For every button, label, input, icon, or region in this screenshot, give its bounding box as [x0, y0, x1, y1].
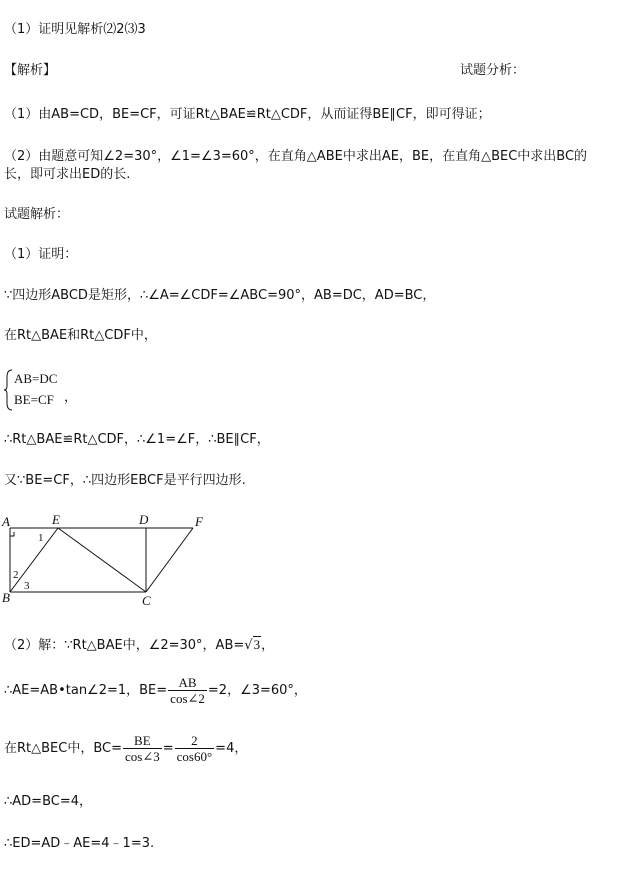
part2-line-4: ∴AD=BC=4， [4, 794, 92, 809]
part2-line-1 [4, 636, 274, 655]
fraction-numerator: BE [123, 733, 162, 749]
label-c: C [142, 593, 151, 608]
segment-cf [146, 528, 193, 592]
label-f: F [195, 514, 203, 529]
analysis-step-2-cont: 长，即可求出ED的长. [4, 167, 131, 182]
equals-sign: = [162, 741, 174, 756]
fraction-2-over-cos60 [175, 733, 215, 764]
proof-title: （1）证明： [4, 247, 78, 262]
system-tail: ， [64, 390, 78, 405]
part2-line-1-suffix: ， [261, 638, 275, 653]
part2-line-2 [4, 675, 307, 706]
part2-line-2-prefix: ∴AE=AB•tan∠2=1，BE= [4, 683, 168, 698]
part2-line-1-prefix: （2）解：∵Rt△BAE中，∠2=30°，AB= [4, 638, 245, 653]
label-e: E [52, 512, 60, 527]
part2-line-3-prefix: 在Rt△BEC中，BC= [4, 741, 122, 756]
right-angle-mark [10, 532, 14, 536]
proof-step-1: ∵四边形ABCD是矩形，∴∠A=∠CDF=∠ABC=90°，AB=DC，AD=BC， [4, 288, 436, 303]
system-eq-1: AB=DC [14, 371, 58, 386]
label-angle-2: 2 [13, 569, 19, 581]
fraction-ab-over-cos2 [168, 675, 207, 706]
fraction-be-over-cos3 [123, 733, 162, 764]
label-d: D [139, 512, 149, 527]
segment-be [10, 528, 58, 592]
analysis-header: 【解析】 [4, 63, 57, 78]
label-angle-3: 3 [24, 580, 30, 592]
fraction-numerator: 2 [175, 733, 215, 749]
part2-line-5: ∴ED=AD﹣AE=4﹣1=3. [4, 836, 155, 851]
geometry-figure [0, 510, 220, 610]
segment-ec [58, 528, 146, 592]
system-eq-2: BE=CF [14, 392, 54, 407]
solution-title: 试题解析： [4, 207, 70, 222]
proof-step-2: 在Rt△BAE和Rt△CDF中， [4, 328, 157, 343]
part2-line-3-suffix: =4， [215, 741, 248, 756]
answer-line: （1）证明见解析⑵2⑶3 [4, 22, 146, 37]
analysis-title: 试题分析： [460, 63, 526, 78]
proof-step-4: 又∵BE=CF，∴四边形EBCF是平行四边形. [4, 473, 246, 488]
fraction-denominator: cos∠2 [170, 691, 205, 706]
analysis-step-2: （2）由题意可知∠2=30°，∠1=∠3=60°，在直角△ABE中求出AE，BE，在直角△BEC中求出BC的 [4, 149, 588, 164]
proof-step-3: ∴Rt△BAE≌Rt△CDF，∴∠1=∠F，∴BE∥CF， [4, 432, 270, 447]
part2-line-2-suffix: =2，∠3=60°， [207, 683, 307, 698]
sqrt-radicand: 3 [253, 637, 261, 652]
label-b: B [2, 590, 10, 605]
sqrt-sign: √ [244, 638, 253, 653]
left-brace-icon [4, 369, 14, 411]
label-angle-1: 1 [38, 532, 44, 544]
analysis-step-1: （1）由AB=CD，BE=CF，可证Rt△BAE≌Rt△CDF，从而证得BE∥CF，即可得证； [4, 107, 491, 122]
fraction-denominator: cos∠3 [125, 749, 160, 764]
label-a: A [2, 514, 10, 529]
part2-line-3 [4, 733, 247, 764]
fraction-numerator: AB [168, 675, 207, 691]
fraction-denominator: cos60° [176, 749, 213, 764]
